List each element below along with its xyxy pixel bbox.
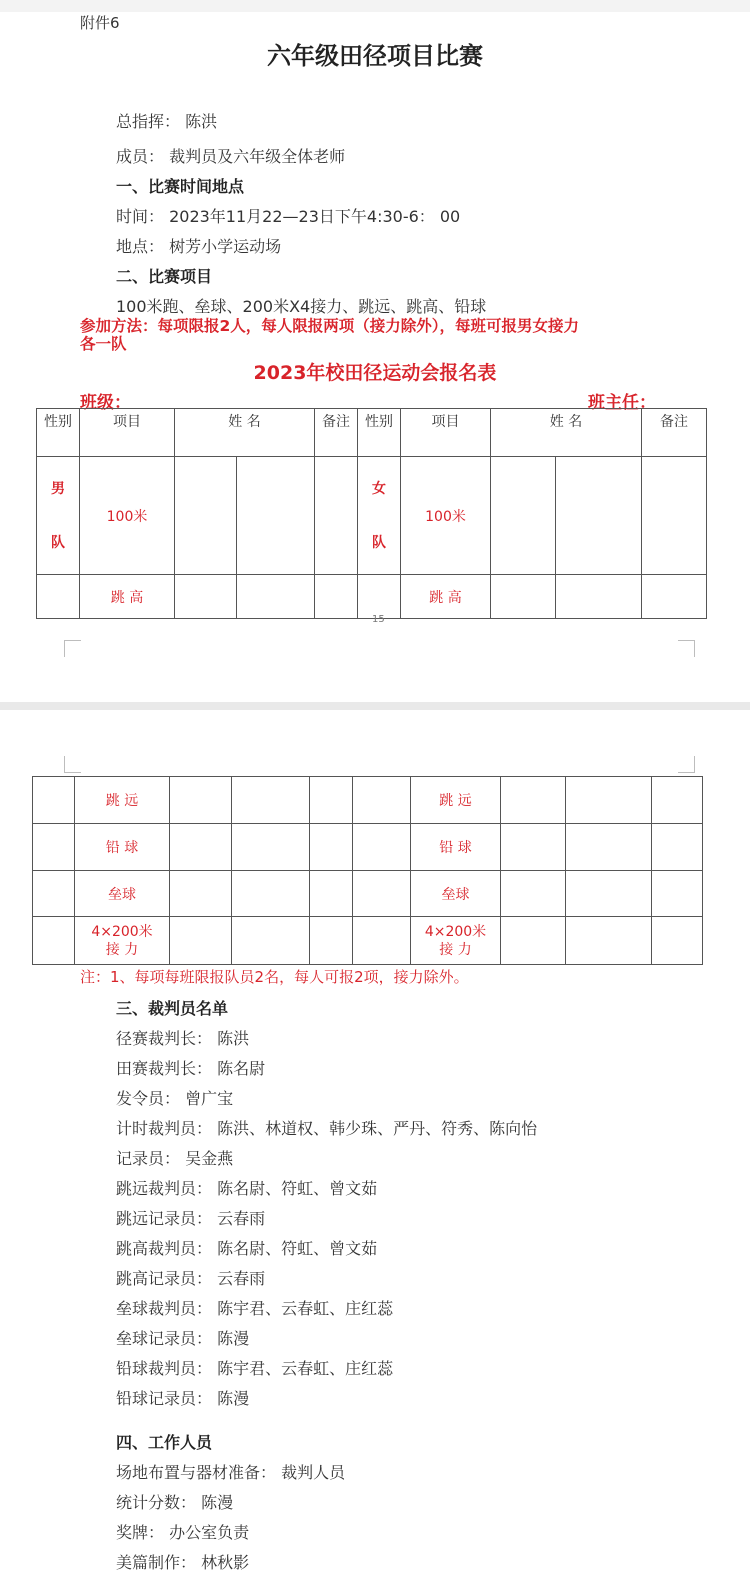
header-item-2: 项目: [401, 409, 491, 457]
section-heading-staff: 四、工作人员: [116, 1433, 213, 1452]
male-team-cell: [37, 457, 80, 575]
referee-line: 发令员： 曾广宝: [116, 1089, 234, 1108]
input-cell[interactable]: [315, 457, 358, 575]
input-cell[interactable]: [652, 917, 703, 965]
events-line: 100米跑、垒球、200米X4接力、跳远、跳高、铅球: [116, 297, 487, 316]
input-cell[interactable]: [237, 575, 315, 619]
input-cell[interactable]: [566, 917, 652, 965]
page-separator: [0, 702, 750, 710]
input-cell[interactable]: [170, 777, 232, 824]
relay-label-line-2: 接 力: [105, 941, 139, 958]
input-cell[interactable]: [501, 871, 566, 917]
input-cell[interactable]: [566, 777, 652, 824]
input-cell[interactable]: [652, 824, 703, 871]
header-remark: 备注: [315, 409, 358, 457]
female-team-cell: [358, 457, 401, 575]
input-cell[interactable]: [353, 824, 411, 871]
input-cell[interactable]: [170, 824, 232, 871]
form-title: 2023年校田径运动会报名表: [253, 362, 497, 384]
header-item: 项目: [80, 409, 175, 457]
input-cell[interactable]: [566, 871, 652, 917]
staff-line: 美篇制作： 林秋影: [116, 1553, 250, 1572]
input-cell[interactable]: [491, 575, 556, 619]
input-cell[interactable]: [175, 457, 237, 575]
input-cell[interactable]: [33, 917, 75, 965]
input-cell[interactable]: [353, 917, 411, 965]
commander-line: 总指挥： 陈洪: [116, 112, 218, 131]
time-line: 时间： 2023年11月22—23日下午4:30-6： 00: [116, 207, 461, 226]
female-relay-label: [411, 917, 501, 965]
referee-line: 铅球裁判员： 陈宇君、云春虹、庄红蕊: [116, 1359, 394, 1378]
input-cell[interactable]: [232, 777, 310, 824]
referee-line: 跳高记录员： 云春雨: [116, 1269, 266, 1288]
section-heading-events: 二、比赛项目: [116, 267, 213, 286]
input-cell[interactable]: [353, 777, 411, 824]
input-cell[interactable]: [315, 575, 358, 619]
referee-line: 跳远记录员： 云春雨: [116, 1209, 266, 1228]
registration-table-part2: [32, 776, 703, 965]
referee-line: 田赛裁判长： 陈名尉: [116, 1059, 266, 1078]
input-cell[interactable]: [501, 917, 566, 965]
section-heading-referees: 三、裁判员名单: [116, 999, 229, 1018]
input-cell[interactable]: [310, 917, 353, 965]
input-cell[interactable]: [33, 777, 75, 824]
head-teacher-label: 班主任：: [588, 393, 656, 413]
male-relay-label: [75, 917, 170, 965]
referee-line: 铅球记录员： 陈漫: [116, 1389, 250, 1408]
input-cell[interactable]: [170, 871, 232, 917]
input-cell[interactable]: [642, 575, 707, 619]
attachment-label: 附件6: [80, 14, 120, 32]
input-cell[interactable]: [310, 777, 353, 824]
input-cell[interactable]: [556, 457, 642, 575]
input-cell[interactable]: [310, 824, 353, 871]
input-cell[interactable]: [175, 575, 237, 619]
female-long-jump-label: 跳 远: [411, 777, 501, 824]
page-corner-mark: [678, 640, 695, 657]
input-cell[interactable]: [501, 824, 566, 871]
female-softball-label: 垒球: [411, 871, 501, 917]
header-gender-2: 性别: [358, 409, 401, 457]
male-shot-put-label: 铅 球: [75, 824, 170, 871]
relay-label-line-1: 4×200米: [424, 923, 487, 940]
male-100m-label: 100米: [80, 457, 175, 575]
referee-line: 跳远裁判员： 陈名尉、符虹、曾文茹: [116, 1179, 378, 1198]
input-cell[interactable]: [310, 871, 353, 917]
male-long-jump-label: 跳 远: [75, 777, 170, 824]
referee-line: 跳高裁判员： 陈名尉、符虹、曾文茹: [116, 1239, 378, 1258]
input-cell[interactable]: [642, 457, 707, 575]
table-row-shot-put: [33, 824, 703, 871]
table-row-long-jump: [33, 777, 703, 824]
relay-label-line-2: 接 力: [439, 941, 472, 958]
input-cell[interactable]: [652, 871, 703, 917]
method-line-1: 参加方法：每项限报2人，每人限报两项（接力除外），每班可报男女接力: [80, 317, 580, 335]
female-shot-put-label: 铅 球: [411, 824, 501, 871]
input-cell[interactable]: [33, 824, 75, 871]
place-line: 地点： 树芳小学运动场: [116, 237, 282, 256]
male-group-char-1: 男: [51, 480, 65, 497]
input-cell[interactable]: [556, 575, 642, 619]
members-line: 成员： 裁判员及六年级全体老师: [116, 147, 346, 166]
table-row-softball: [33, 871, 703, 917]
input-cell[interactable]: [37, 575, 80, 619]
method-line-2: 各一队: [80, 335, 127, 353]
female-group-char-1: 女: [372, 480, 387, 497]
input-cell[interactable]: [232, 917, 310, 965]
input-cell[interactable]: [33, 871, 75, 917]
input-cell[interactable]: [232, 824, 310, 871]
document-title: 六年级田径项目比赛: [267, 42, 483, 70]
male-group-char-2: 队: [51, 534, 65, 551]
referee-line: 计时裁判员： 陈洪、林道权、韩少珠、严丹、符秀、陈向怡: [116, 1119, 538, 1138]
registration-note: 注：1、每项每班限报队员2名，每人可报2项，接力除外。: [80, 968, 469, 986]
female-high-jump-label: 跳 高: [401, 575, 491, 619]
staff-line: 场地布置与器材准备： 裁判人员: [116, 1463, 346, 1482]
table-row-high-jump: [37, 575, 707, 619]
input-cell[interactable]: [353, 871, 411, 917]
referee-line: 垒球记录员： 陈漫: [116, 1329, 250, 1348]
female-group-char-2: 队: [372, 534, 387, 551]
female-100m-label: 100米: [401, 457, 491, 575]
staff-line: 统计分数： 陈漫: [116, 1493, 234, 1512]
header-name-2: 姓 名: [491, 409, 642, 457]
class-label: 班级：: [80, 393, 131, 413]
input-cell[interactable]: [232, 871, 310, 917]
input-cell[interactable]: [566, 824, 652, 871]
male-softball-label: 垒球: [75, 871, 170, 917]
male-high-jump-label: 跳 高: [80, 575, 175, 619]
page-corner-mark: [678, 756, 695, 773]
header-gender: 性别: [37, 409, 80, 457]
header-name: 姓 名: [175, 409, 315, 457]
input-cell[interactable]: [170, 917, 232, 965]
page-corner-mark: [64, 756, 81, 773]
header-remark-2: 备注: [642, 409, 707, 457]
relay-label-line-1: 4×200米: [91, 923, 153, 940]
input-cell[interactable]: [237, 457, 315, 575]
input-cell[interactable]: [501, 777, 566, 824]
staff-line: 奖牌： 办公室负责: [116, 1523, 250, 1542]
referee-line: 径赛裁判长： 陈洪: [116, 1029, 250, 1048]
input-cell[interactable]: [358, 575, 401, 619]
table-row-100m: [37, 457, 707, 575]
page-number: 15: [372, 614, 385, 625]
section-heading-time-place: 一、比赛时间地点: [116, 177, 245, 196]
page-corner-mark: [64, 640, 81, 657]
table-header-row: [37, 409, 707, 457]
referee-line: 记录员： 吴金燕: [116, 1149, 234, 1168]
input-cell[interactable]: [652, 777, 703, 824]
referee-line: 垒球裁判员： 陈宇君、云春虹、庄红蕊: [116, 1299, 394, 1318]
top-bar: [0, 0, 750, 12]
registration-table-part1: [36, 408, 707, 619]
table-row-relay: [33, 917, 703, 965]
input-cell[interactable]: [491, 457, 556, 575]
